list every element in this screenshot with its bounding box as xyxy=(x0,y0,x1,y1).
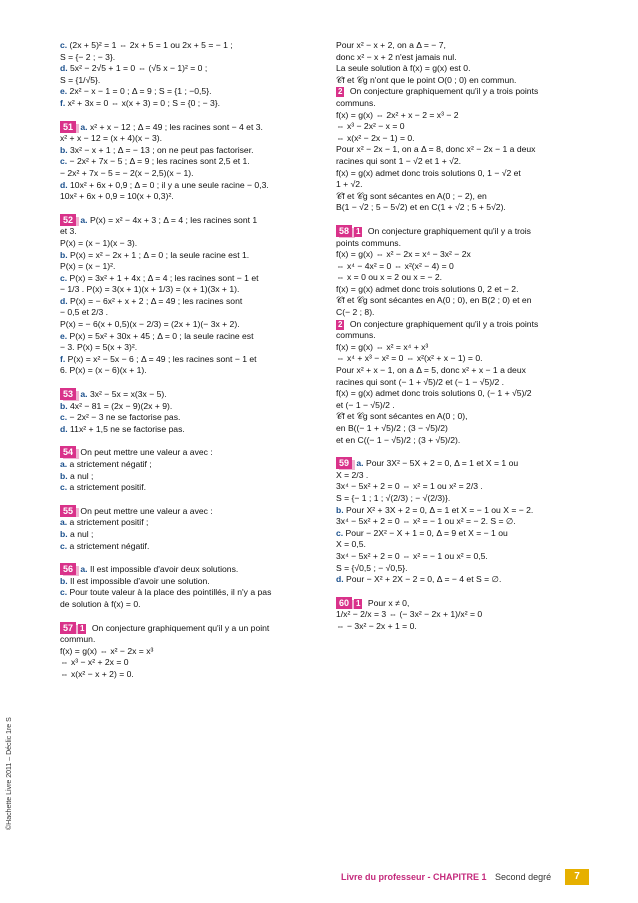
text-line xyxy=(336,481,598,493)
text-line xyxy=(60,331,318,343)
question-label: b. xyxy=(336,504,344,515)
spacer xyxy=(336,446,598,457)
line-text: − 2x² + 7x − 5 ; Δ = 9 ; les racines sont 2,5 et 1. xyxy=(67,156,250,167)
text-line xyxy=(60,75,318,87)
line-text: Pour toute valeur à la place des pointillés, il n'y a pas xyxy=(67,587,272,598)
line-text: a strictement négatif. xyxy=(67,540,150,551)
line-text: P(x) = 5x² + 30x + 45 ; Δ = 0 ; la seule racine est xyxy=(67,330,254,341)
line-text: en B((− 1 + √5)/2 ; (3 − √5)/2) xyxy=(336,423,448,433)
line-text: ⇔ x(x² − 2x − 1) = 0. xyxy=(336,132,415,143)
text-line xyxy=(60,634,318,646)
copyright-side-note: ©Hachette Livre 2011 – Déclic 1re S xyxy=(6,717,13,830)
text-line xyxy=(336,423,598,435)
line-text: points communs. xyxy=(336,237,401,248)
question-label: c. xyxy=(60,540,68,551)
line-text: P(x) = (x − 1)(x − 3). xyxy=(60,237,138,248)
text-line xyxy=(336,110,598,122)
line-text: ⇔ x⁴ + x³ − x² = 0 ⇔ x²(x² + x − 1) = 0. xyxy=(336,353,483,364)
exercise-number: 55 xyxy=(60,505,76,517)
line-text: C(− 2 ; 8). xyxy=(336,307,375,318)
question-label: a. xyxy=(78,214,88,225)
text-line xyxy=(336,295,598,307)
footer-book-title: Livre du professeur - CHAPITRE 1 xyxy=(341,872,487,882)
text-line xyxy=(336,319,598,331)
line-text: X = 0,5. xyxy=(336,539,366,550)
text-line xyxy=(336,86,598,98)
line-text: 𝒞f et 𝒞g sont sécantes en A(0 ; 0), xyxy=(336,411,468,422)
part-number: 1 xyxy=(356,226,361,236)
line-text: ⇔ x³ − x² + 2x = 0 xyxy=(60,657,129,668)
text-line xyxy=(336,597,598,610)
line-text: 3x⁴ − 5x² + 2 = 0 ⇔ x² = − 1 ou x² = − 2. S = ∅. xyxy=(336,516,516,527)
text-line xyxy=(60,529,318,541)
text-line xyxy=(336,493,598,505)
line-text: On peut mettre une valeur a avec : xyxy=(78,447,213,458)
text-line xyxy=(60,191,318,203)
exercise-number: 60 xyxy=(336,597,352,609)
text-line xyxy=(60,657,318,669)
text-line xyxy=(60,354,318,366)
spacer xyxy=(60,552,318,563)
line-text: X = 2/3 . xyxy=(336,469,369,480)
text-line xyxy=(336,202,598,214)
line-text: 10x² + 6x + 0,9 ; Δ = 0 ; il y a une seule racine − 0,3. xyxy=(67,179,269,190)
line-text: Il est impossible d'avoir deux solutions. xyxy=(87,564,239,575)
text-line xyxy=(336,63,598,75)
question-label: b. xyxy=(60,528,68,539)
text-line xyxy=(336,121,598,133)
line-text: On conjecture graphiquement qu'il y a un point xyxy=(89,622,270,633)
question-label: e. xyxy=(60,330,68,341)
text-line xyxy=(336,528,598,540)
text-line xyxy=(336,191,598,203)
left-column xyxy=(60,40,318,681)
text-line xyxy=(60,214,318,227)
line-text: Pour − 2X² − X + 1 = 0, Δ = 9 et X = − 1 ou xyxy=(343,527,508,538)
line-text: On conjecture graphiquement qu'il y a trois points xyxy=(347,318,539,329)
line-text: − 0,5 et 2/3 . xyxy=(60,307,109,318)
text-line xyxy=(336,307,598,319)
line-text: racines qui sont (− 1 + √5)/2 et (− 1 − √5)/2 . xyxy=(336,376,505,387)
line-text: 4x² − 81 = (2x − 9)(2x + 9). xyxy=(67,400,173,411)
spacer xyxy=(60,110,318,121)
line-text: B(1 − √2 ; 5 − 5√2) et en C(1 + √2 ; 5 + 5√2). xyxy=(336,202,506,213)
line-text: S = {− 2 ; − 3}. xyxy=(60,51,116,62)
question-label: c. xyxy=(60,412,68,423)
text-line xyxy=(60,40,318,52)
question-label: c. xyxy=(60,156,68,167)
text-line xyxy=(336,609,598,621)
line-text: x² + x − 12 ; Δ = 49 ; les racines sont − 4 et 3. xyxy=(87,121,263,132)
line-text: Il est impossible d'avoir une solution. xyxy=(67,575,210,586)
question-label: b. xyxy=(60,400,68,411)
part-number: 2 xyxy=(338,87,343,97)
text-line xyxy=(336,563,598,575)
line-text: 3x⁴ − 5x² + 2 = 0 ⇔ x² = − 1 ou x² = 0,5. xyxy=(336,550,488,561)
line-text: 𝒞f et 𝒞g sont sécantes en A(0 ; 0), en B(2 ; 0) et en xyxy=(336,295,532,306)
line-text: a nul ; xyxy=(67,470,94,481)
text-line xyxy=(60,261,318,273)
question-label: c. xyxy=(336,527,344,538)
line-text: P(x) = (x − 1)². xyxy=(60,261,116,272)
text-line xyxy=(60,238,318,250)
line-text: S = {√0,5 ; − √0,5}. xyxy=(336,562,408,573)
text-line xyxy=(60,669,318,681)
line-text: 6. P(x) = (x − 6)(x + 1). xyxy=(60,365,147,376)
text-line xyxy=(60,319,318,331)
line-text: racines qui sont 1 − √2 et 1 + √2. xyxy=(336,155,462,166)
spacer xyxy=(336,586,598,597)
question-label: a. xyxy=(78,121,88,132)
exercise-number: 58 xyxy=(336,225,352,237)
text-line xyxy=(60,226,318,238)
text-line xyxy=(336,365,598,377)
text-line xyxy=(336,470,598,482)
question-label: d. xyxy=(336,574,344,585)
line-text: Pour X² + 3X + 2 = 0, Δ = 1 et X = − 1 ou X = − 2. xyxy=(343,504,534,515)
spacer xyxy=(336,214,598,225)
line-text: On conjecture graphiquement qu'il y a trois xyxy=(365,225,531,236)
line-text: Pour 3X² − 5X + 2 = 0, Δ = 1 et X = 1 ou xyxy=(363,458,519,469)
text-line xyxy=(336,330,598,342)
line-text: Pour − X² + 2X − 2 = 0, Δ = − 4 et S = ∅. xyxy=(343,574,502,585)
text-line xyxy=(336,377,598,389)
line-text: et en C((− 1 − √5)/2 ; (3 + √5)/2). xyxy=(336,434,461,445)
text-line xyxy=(60,250,318,262)
line-text: ⇔ x = 0 ou x = 2 ou x = − 2. xyxy=(336,272,443,283)
line-text: a nul ; xyxy=(67,528,94,539)
text-line xyxy=(60,505,318,518)
text-line xyxy=(336,551,598,563)
line-text: On peut mettre une valeur a avec : xyxy=(78,505,213,516)
question-label: e. xyxy=(60,86,68,97)
text-line xyxy=(336,144,598,156)
text-line xyxy=(336,411,598,423)
text-line xyxy=(336,435,598,447)
exercise-number: 52 xyxy=(60,214,76,226)
text-line xyxy=(60,284,318,296)
text-line xyxy=(336,457,598,470)
line-text: ⇔ x(x² − x + 2) = 0. xyxy=(60,668,134,679)
question-label: a. xyxy=(354,458,364,469)
part-number: 1 xyxy=(356,598,361,608)
question-label: c. xyxy=(60,272,68,283)
line-text: et (− 1 − √5)/2 . xyxy=(336,399,395,410)
text-line xyxy=(60,156,318,168)
line-text: de solution à f(x) = 0. xyxy=(60,598,141,609)
line-text: communs. xyxy=(336,97,376,108)
question-label: f. xyxy=(60,353,66,364)
text-line xyxy=(60,587,318,599)
question-label: a. xyxy=(60,517,68,528)
text-line xyxy=(336,539,598,551)
question-label: c. xyxy=(60,587,68,598)
text-line xyxy=(60,446,318,459)
text-line xyxy=(60,401,318,413)
line-text: 3x⁴ − 5x² + 2 = 0 ⇔ x² = 1 ou x² = 2/3 . xyxy=(336,481,483,492)
spacer xyxy=(60,203,318,214)
line-text: f(x) = g(x) ⇔ x² − 2x = x⁴ − 3x² − 2x xyxy=(336,249,471,260)
question-label: d. xyxy=(60,423,68,434)
exercise-number: 53 xyxy=(60,388,76,400)
text-line xyxy=(60,541,318,553)
line-text: 𝒞f et 𝒞g n'ont que le point O(0 ; 0) en commun. xyxy=(336,74,517,85)
line-text: Pour x² − 2x − 1, on a Δ = 8, donc x² − 2x − 1 a deux xyxy=(336,144,536,155)
line-text: 1/x² − 2/x = 3 ⇔ (− 3x² − 2x + 1)/x² = 0 xyxy=(336,609,483,620)
text-line xyxy=(336,342,598,354)
text-line xyxy=(336,225,598,238)
text-line xyxy=(336,156,598,168)
line-text: ⇔ x⁴ − 4x² = 0 ⇔ x²(x² − 4) = 0 xyxy=(336,260,454,271)
text-line xyxy=(336,621,598,633)
line-text: 3x² − 5x = x(3x − 5). xyxy=(87,389,167,400)
line-text: 5x² − 2√5 + 1 = 0 ⇔ (√5 x − 1)² = 0 ; xyxy=(67,63,208,74)
line-text: communs. xyxy=(336,330,376,341)
line-text: x² + 3x = 0 ⇔ x(x + 3) = 0 ; S = {0 ; − 3}. xyxy=(65,97,221,108)
text-line xyxy=(336,516,598,528)
line-text: − 2x² + 7x − 5 = − 2(x − 2,5)(x − 1). xyxy=(60,167,194,178)
text-line xyxy=(336,168,598,180)
line-text: f(x) = g(x) ⇔ 2x² + x − 2 = x³ − 2 xyxy=(336,109,459,120)
text-line xyxy=(60,388,318,401)
text-line xyxy=(60,98,318,110)
text-line xyxy=(60,180,318,192)
text-line xyxy=(60,412,318,424)
line-text: a strictement négatif ; xyxy=(67,459,152,469)
part-number: 2 xyxy=(338,319,343,329)
question-label: a. xyxy=(78,564,88,575)
text-line xyxy=(60,307,318,319)
line-text: Pour x² − x + 2, on a Δ = − 7, xyxy=(336,40,446,50)
text-line xyxy=(60,273,318,285)
question-label: b. xyxy=(60,144,68,155)
text-line xyxy=(336,238,598,250)
exercise-number: 54 xyxy=(60,446,76,458)
line-text: S = {− 1 ; 1 ; √(2/3) ; − √(2/3)}. xyxy=(336,492,451,503)
line-text: P(x) = − 6x² + x + 2 ; Δ = 49 ; les racines sont xyxy=(67,295,243,306)
line-text: Pour x² + x − 1, on a Δ = 5, donc x² + x − 1 a deux xyxy=(336,365,526,376)
text-line xyxy=(60,52,318,64)
text-line xyxy=(60,145,318,157)
text-line xyxy=(336,98,598,110)
part-number: 1 xyxy=(80,623,85,633)
text-line xyxy=(60,342,318,354)
line-text: P(x) = x² − 2x + 1 ; Δ = 0 ; la seule racine est 1. xyxy=(67,249,250,260)
line-text: ⇔ − 3x² − 2x + 1 = 0. xyxy=(336,620,417,631)
exercise-number: 57 xyxy=(60,622,76,634)
line-text: Pour x ≠ 0, xyxy=(365,597,410,608)
line-text: f(x) = g(x) ⇔ x² = x⁴ + x³ xyxy=(336,341,429,352)
line-text: commun. xyxy=(60,634,96,645)
question-label: a. xyxy=(60,459,68,469)
page-footer xyxy=(341,869,601,885)
line-text: La seule solution à f(x) = g(x) est 0. xyxy=(336,63,471,74)
question-label: c. xyxy=(60,482,68,493)
text-line xyxy=(336,284,598,296)
text-line xyxy=(60,646,318,658)
text-line xyxy=(336,388,598,400)
question-label: b. xyxy=(60,249,68,260)
text-line xyxy=(60,133,318,145)
question-label: b. xyxy=(60,575,68,586)
text-line xyxy=(60,599,318,611)
text-line xyxy=(60,365,318,377)
line-text: 1 + √2. xyxy=(336,179,363,190)
text-line xyxy=(60,459,318,471)
line-text: 11x² + 1,5 ne se factorise pas. xyxy=(67,423,185,434)
text-line xyxy=(60,563,318,576)
page-number: 7 xyxy=(565,869,589,885)
text-line xyxy=(336,400,598,412)
line-text: P(x) = x² − 4x + 3 ; Δ = 4 ; les racines sont 1 xyxy=(87,214,258,225)
text-line xyxy=(60,622,318,635)
line-text: f(x) = g(x) ⇔ x² − 2x = x³ xyxy=(60,645,154,656)
line-text: x² + x − 12 = (x + 4)(x − 3). xyxy=(60,133,162,144)
text-line xyxy=(60,63,318,75)
text-line xyxy=(60,424,318,436)
exercise-number: 56 xyxy=(60,563,76,575)
line-text: 2x² − x − 1 = 0 ; Δ = 9 ; S = {1 ; −0,5}. xyxy=(67,86,212,97)
text-line xyxy=(336,249,598,261)
line-text: − 3. P(x) = 5(x + 3)². xyxy=(60,342,138,353)
line-text: a strictement positif ; xyxy=(67,517,149,528)
question-label: d. xyxy=(60,295,68,306)
question-label: c. xyxy=(60,40,68,50)
line-text: 𝒞f et 𝒞g sont sécantes en A(0 ; − 2), en xyxy=(336,190,487,201)
text-line xyxy=(336,574,598,586)
question-label: f. xyxy=(60,97,66,108)
spacer xyxy=(60,435,318,446)
question-label: d. xyxy=(60,63,68,74)
text-line xyxy=(60,576,318,588)
line-text: P(x) = x² − 5x − 6 ; Δ = 49 ; les racines sont − 1 et xyxy=(65,353,257,364)
text-line xyxy=(60,517,318,529)
spacer xyxy=(60,377,318,388)
text-line xyxy=(336,261,598,273)
line-text: − 2x² − 3 ne se factorise pas. xyxy=(67,412,181,423)
line-text: On conjecture graphiquement qu'il y a trois points xyxy=(347,86,539,97)
text-line xyxy=(60,121,318,134)
line-text: donc x² − x + 2 n'est jamais nul. xyxy=(336,51,457,62)
line-text: S = {1/√5}. xyxy=(60,74,101,85)
line-text: P(x) = 3x² + 1 + 4x ; Δ = 4 ; les racines sont − 1 et xyxy=(67,272,259,283)
line-text: f(x) = g(x) admet donc trois solutions 0, 2 et − 2. xyxy=(336,283,519,294)
line-text: (2x + 5)² = 1 ⇔ 2x + 5 = 1 ou 2x + 5 = − 1 ; xyxy=(67,40,233,50)
text-line xyxy=(336,40,598,52)
text-line xyxy=(336,75,598,87)
right-column xyxy=(336,40,598,633)
line-text: f(x) = g(x) admet donc trois solutions 0, 1 − √2 et xyxy=(336,167,521,178)
question-label: b. xyxy=(60,470,68,481)
text-line xyxy=(60,482,318,494)
text-line xyxy=(60,471,318,483)
line-text: f(x) = g(x) admet donc trois solutions 0, (− 1 + √5)/2 xyxy=(336,388,532,399)
footer-chapter-title: Second degré xyxy=(495,872,552,882)
text-line xyxy=(336,505,598,517)
line-text: et 3. xyxy=(60,226,77,237)
exercise-number: 51 xyxy=(60,121,76,133)
text-line xyxy=(60,168,318,180)
line-text: 3x² − x + 1 ; Δ = − 13 ; on ne peut pas factoriser. xyxy=(67,144,254,155)
line-text: − 1/3 . P(x) = 3(x + 1)(x + 1/3) = (x + 1)(3x + 1). xyxy=(60,284,240,295)
question-label: d. xyxy=(60,179,68,190)
text-line xyxy=(336,52,598,64)
text-line xyxy=(336,272,598,284)
text-line xyxy=(336,133,598,145)
line-text: ⇔ x³ − 2x² − x = 0 xyxy=(336,121,405,132)
exercise-number: 59 xyxy=(336,457,352,469)
line-text: 10x² + 6x + 0,9 = 10(x + 0,3)². xyxy=(60,191,174,202)
line-text: a strictement positif. xyxy=(67,482,146,493)
question-label: a. xyxy=(78,389,88,400)
text-line xyxy=(336,179,598,191)
text-line xyxy=(60,296,318,308)
text-line xyxy=(336,353,598,365)
line-text: P(x) = − 6(x + 0,5)(x − 2/3) = (2x + 1)(− 3x + 2). xyxy=(60,319,240,330)
text-line xyxy=(60,86,318,98)
spacer xyxy=(60,494,318,505)
spacer xyxy=(60,611,318,622)
